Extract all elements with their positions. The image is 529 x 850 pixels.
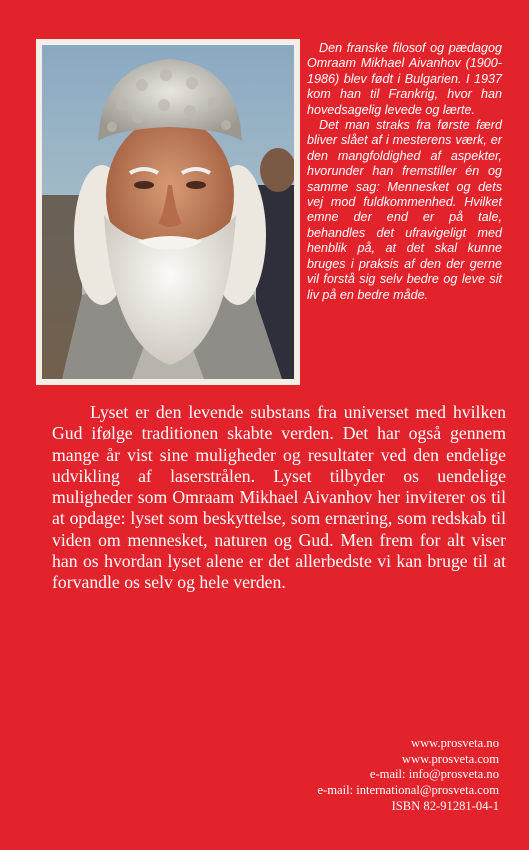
author-bio [307,41,502,303]
book-description [52,402,506,594]
email-international[interactable]: e-mail: international@prosveta.com [317,783,499,798]
portrait-photo [42,45,294,379]
description-paragraph: Lyset er den levende substans fra universet med hvilken Gud ifølge traditionen skabte verden. Det har også gennem mange år vist sine muligheder og resultater ved den endelige udvikling af laserstrålen. Lyset tilbyder os uendelige muligheder som Omraam Mikhael Aivanhov her inviterer os til at opdage: lyset som beskyttelse, som ernæring, som redskab til viden om mennesket, naturen og Gud. Men frem for alt viser han os hvordan lyset alene er det allerbedste vi kan bruge til at forvandle os selv og hele verden. [52,402,506,593]
bio-paragraph-2: Det man straks fra første færd bliver slået af i mesterens værk, er den mangfoldighed af aspekter, hvorunder han fremstiller én og samme sag: Mennesket og dets vej mod fuldkommenhed. Hvilket emne der end er på tale, behandles det ufravigeligt med henblik på, at det skal kunne bruges i praksis af den der gerne vil forstå sig selv bedre og leve sit liv på en bedre måde. [307,118,502,302]
portrait-illustration [42,45,294,379]
publisher-contact [239,736,499,815]
isbn-number: ISBN 82-91281-04-1 [391,798,499,813]
bio-paragraph-1: Den franske filosof og pædagog Omraam Mikhael Aivanhov (1900-1986) blev født i Bulgarien. I 1937 kom han til Frankrig, hvor han hovedsagelig levede og lærte. [307,41,502,117]
email-info[interactable]: e-mail: info@prosveta.no [369,767,499,782]
website-link-com[interactable]: www.prosveta.com [401,751,499,766]
website-link-no[interactable]: www.prosveta.no [410,736,499,750]
portrait-frame [36,39,300,385]
